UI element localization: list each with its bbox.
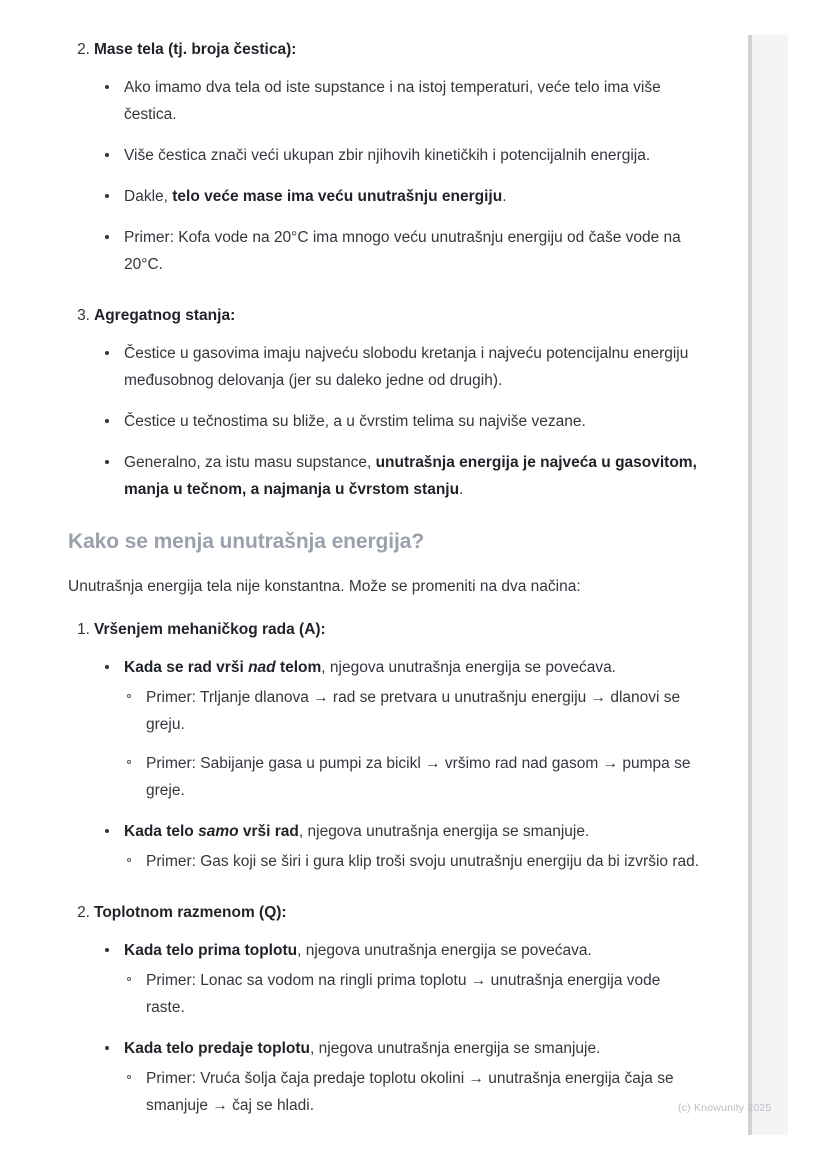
spacer bbox=[0, 600, 700, 616]
bullet-text: Čestice u tečnostima su bliže, a u čvrstim telima su najviše vezane. bbox=[124, 413, 586, 430]
bullet-text: Kada se rad vrši nad telom, njegova unutrašnja energija se povećava. bbox=[124, 659, 616, 676]
bullet-disc-icon bbox=[105, 235, 109, 239]
numbered-item-mehanicki-rad bbox=[0, 616, 700, 875]
bullet-text: Primer: Kofa vode na 20°C ima mnogo veću unutrašnju energiju od čaše vode na 20°C. bbox=[124, 229, 681, 273]
emphasis-bold: unutrašnja energija je najveća u gasovitom, manja u tečnom, a najmanja u čvrstom stanju bbox=[124, 454, 697, 498]
copyright-watermark: (c) Knowunity 2025 bbox=[678, 1102, 772, 1114]
bullet-item bbox=[94, 818, 700, 875]
bullet-text: Čestice u gasovima imaju najveću slobodu kretanja i najveću potencijalnu energiju međusobnog delovanja (jer su daleko jedne od drugih). bbox=[124, 345, 689, 389]
bullet-disc-icon bbox=[105, 351, 109, 355]
right-panel-strip[interactable] bbox=[748, 35, 788, 1135]
bullet-list-toplotna-razmena bbox=[94, 937, 700, 1119]
bullet-circle-icon bbox=[127, 694, 131, 698]
spacer bbox=[0, 505, 700, 527]
list-item-heading: Mase tela (tj. broja čestica): bbox=[94, 41, 297, 58]
bullet-list-agregatno-stanje bbox=[94, 340, 700, 503]
sub-bullet-list bbox=[124, 967, 700, 1021]
bullet-item bbox=[94, 408, 700, 435]
bullet-item bbox=[94, 654, 700, 804]
bullet-text: Kada telo prima toplotu, njegova unutrašnja energija se povećava. bbox=[124, 942, 592, 959]
bullet-disc-icon bbox=[105, 153, 109, 157]
sub-bullet-text: Primer: Sabijanje gasa u pumpi za bicikl → vršimo rad nad gasom → pumpa se greje. bbox=[146, 755, 691, 799]
bullet-text: Kada telo predaje toplotu, njegova unutrašnja energija se smanjuje. bbox=[124, 1040, 601, 1057]
list-number: 2. bbox=[77, 904, 90, 921]
numbered-item-mase-tela bbox=[0, 36, 700, 278]
bullet-item bbox=[94, 224, 700, 278]
section-heading-kako-se-menja: Kako se menja unutrašnja energija? bbox=[68, 530, 425, 553]
sub-bullet-text: Primer: Lonac sa vodom na ringli prima toplotu → unutrašnja energija vode raste. bbox=[146, 972, 661, 1016]
sub-bullet-text: Primer: Vruća šolja čaja predaje toplotu okolini → unutrašnja energija čaja se smanjuje → čaj se hladi. bbox=[146, 1070, 674, 1114]
sub-bullet-text: Primer: Trljanje dlanova → rad se pretvara u unutrašnju energiju → dlanovi se greju. bbox=[146, 689, 681, 733]
bullet-disc-icon bbox=[105, 1046, 109, 1050]
emphasis-bold: Kada se rad vrši bbox=[124, 659, 249, 676]
sub-bullet-item bbox=[124, 750, 700, 804]
numbered-item-agregatno-stanje bbox=[0, 302, 700, 503]
bullet-disc-icon bbox=[105, 665, 109, 669]
sub-bullet-item bbox=[124, 684, 700, 738]
list-item-heading: Vršenjem mehaničkog rada (A): bbox=[94, 621, 326, 638]
sub-bullet-text: Primer: Gas koji se širi i gura klip troši svoju unutrašnju energiju da bi izvršio rad. bbox=[146, 853, 700, 870]
list-agregatno-stanje bbox=[0, 302, 700, 503]
bullet-disc-icon bbox=[105, 85, 109, 89]
list-mase-tela bbox=[0, 36, 700, 278]
bullet-circle-icon bbox=[127, 760, 131, 764]
sub-bullet-list bbox=[124, 1065, 700, 1119]
bullet-list-mehanicki-rad bbox=[94, 654, 700, 875]
list-number: 2. bbox=[77, 41, 90, 58]
emphasis-bold: Kada telo bbox=[124, 823, 199, 840]
bullet-list-mase-tela bbox=[94, 74, 700, 278]
emphasis-italic: samo bbox=[198, 823, 239, 840]
bullet-text: Generalno, za istu masu supstance, unutrašnja energija je najveća u gasovitom, manja u tečnom, a najmanja u čvrstom stanju. bbox=[124, 454, 697, 498]
section-intro-paragraph: Unutrašnja energija tela nije konstantna. Može se promeniti na dva načina: bbox=[68, 578, 581, 595]
sub-bullet-item bbox=[124, 1065, 700, 1119]
bullet-text: Više čestica znači veći ukupan zbir njihovih kinetičkih i potencijalnih energija. bbox=[124, 147, 651, 164]
emphasis-bold: vrši rad bbox=[238, 823, 299, 840]
spacer bbox=[0, 557, 700, 573]
list-number: 1. bbox=[77, 621, 90, 638]
bullet-circle-icon bbox=[127, 1075, 131, 1079]
sub-bullet-list bbox=[124, 848, 700, 875]
list-mehanicki-rad bbox=[0, 616, 700, 875]
list-item-heading: Agregatnog stanja: bbox=[94, 307, 236, 324]
emphasis-bold: Kada telo predaje toplotu bbox=[124, 1040, 311, 1057]
bullet-disc-icon bbox=[105, 829, 109, 833]
bullet-disc-icon bbox=[105, 419, 109, 423]
bullet-circle-icon bbox=[127, 858, 131, 862]
bullet-text: Kada telo samo vrši rad, njegova unutrašnja energija se smanjuje. bbox=[124, 823, 590, 840]
emphasis-bold: Kada telo prima toplotu bbox=[124, 942, 298, 959]
emphasis-bold bbox=[248, 659, 276, 676]
spacer bbox=[0, 877, 700, 899]
emphasis-bold: telom bbox=[275, 659, 322, 676]
bullet-item bbox=[94, 937, 700, 1021]
bullet-text: Ako imamo dva tela od iste supstance i na istoj temperaturi, veće telo ima više čestica. bbox=[124, 79, 661, 123]
bullet-circle-icon bbox=[127, 977, 131, 981]
sub-bullet-list bbox=[124, 684, 700, 804]
bullet-item bbox=[94, 449, 700, 503]
bullet-item bbox=[94, 183, 700, 210]
bullet-item bbox=[94, 340, 700, 394]
sub-bullet-item bbox=[124, 848, 700, 875]
bullet-item bbox=[94, 1035, 700, 1119]
list-number: 3. bbox=[77, 307, 90, 324]
bullet-disc-icon bbox=[105, 948, 109, 952]
bullet-item bbox=[94, 142, 700, 169]
list-item-heading: Toplotnom razmenom (Q): bbox=[94, 904, 287, 921]
bullet-disc-icon bbox=[105, 194, 109, 198]
bullet-item bbox=[94, 74, 700, 128]
bullet-text: Dakle, telo veće mase ima veću unutrašnju energiju. bbox=[124, 188, 507, 205]
spacer bbox=[0, 280, 700, 302]
numbered-item-toplotna-razmena bbox=[0, 899, 700, 1119]
emphasis-bold: telo veće mase ima veću unutrašnju energiju bbox=[172, 188, 503, 205]
emphasis-bold bbox=[198, 823, 239, 840]
emphasis-italic: nad bbox=[248, 659, 276, 676]
bullet-disc-icon bbox=[105, 460, 109, 464]
sub-bullet-item bbox=[124, 967, 700, 1021]
list-toplotna-razmena bbox=[0, 899, 700, 1119]
